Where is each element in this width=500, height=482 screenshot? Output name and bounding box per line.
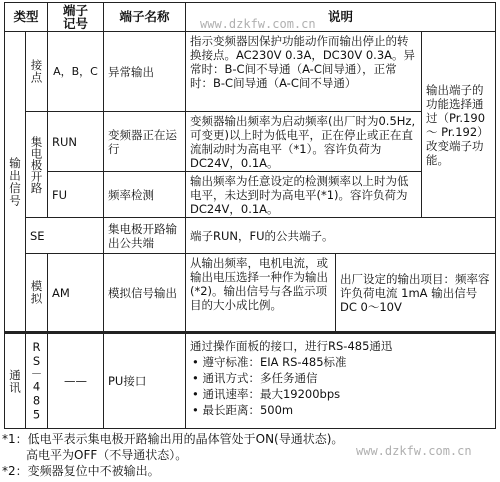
comm-description [186, 332, 496, 429]
communication-label: 通讯 [8, 368, 22, 394]
list-item: • 通讯方式：多任务通信 [192, 370, 491, 386]
watermark-top: www.dzkfw.com.cn [200, 17, 316, 31]
rs485-label: RS－485 [29, 340, 44, 422]
se-code: SE [26, 218, 104, 254]
contact-group-label: 接点 [29, 59, 44, 84]
run-name: 变频器正在运行 [104, 112, 186, 172]
footnote-1: *1：低电平表示集电极开路输出用的晶体管处于ON(导通状态)。 [2, 432, 344, 446]
comm-intro: 通过操作面板的接口，进行RS-485通迅 [190, 339, 393, 353]
fu-name: 频率检测 [104, 172, 186, 218]
am-description: 从输出频率，电机电流，或输出电压选择一种作为输出(*2)。输出信号与各监示项目的大小成比例。 [186, 254, 336, 332]
type-communication [4, 332, 26, 429]
terminal-spec-table [4, 2, 496, 429]
pu-interface: PU接口 [104, 332, 186, 429]
am-name: 模拟信号输出 [104, 254, 186, 332]
group-contact [26, 32, 48, 112]
type-output-signal [4, 32, 26, 332]
contact-name: 异常输出 [104, 32, 186, 112]
run-description: 变频器输出频率为启动频率(出厂时为0.5Hz,可变更)以上时为低电平，正在停止或正在直流制动时为高电平（*1）。容许负荷为DC24V，0.1A。 [186, 112, 422, 172]
watermark-bottom: www.dzkfw.com.cn [356, 444, 472, 458]
comm-spec-list [190, 354, 491, 418]
run-code: RUN [48, 112, 104, 172]
fu-code: FU [48, 172, 104, 218]
list-item: • 通讯速率：最大19200bps [192, 386, 491, 402]
list-item: • 最长距离：500m [192, 402, 491, 418]
header-type: 类型 [4, 2, 48, 32]
header-description: 说明 [186, 2, 496, 32]
header-terminal-code: 端子 记号 [48, 2, 104, 32]
am-code: AM [48, 254, 104, 332]
function-select-note: 输出端子的功能选择通过（Pr.190 ～ Pr.192）改变端子功能。 [422, 32, 496, 218]
am-factory-setting: 出厂设定的输出项目：频率容许负荷电流 1mA 输出信号 DC 0～10V [336, 254, 496, 332]
group-analog [26, 254, 48, 332]
rs485-code [26, 332, 48, 429]
footnote-2: *2：变频器复位中不被输出。 [2, 464, 160, 478]
header-terminal-name: 端子名称 [104, 2, 186, 32]
footnotes [2, 431, 343, 479]
group-open-collector [26, 112, 48, 218]
se-description: 端子RUN，FU的公共端子。 [186, 218, 496, 254]
list-item: • 遵守标准：EIA RS-485标准 [192, 354, 491, 370]
contact-description: 指示变频器因保护功能动作而输出停止的转换接点。AC230V 0.3A，DC30V 0.3A。异常时：B-C间不导通（A-C间导通），正常时：B-C间导通（A-C间不导通） [186, 32, 422, 112]
comm-dash: —— [48, 332, 104, 429]
analog-group-label: 模拟 [29, 280, 44, 305]
footnote-1-cont: 高电平为OFF（不导通状态）。 [26, 448, 188, 462]
se-name: 集电极开路输出公共端 [104, 218, 186, 254]
fu-description: 输出频率为任意设定的检测频率以上时为低电平，未达到时为高电平(*1)。容许负荷为DC24V，0.1A。 [186, 172, 422, 218]
output-signal-label: 输出信号 [8, 156, 22, 207]
contact-code: A，B，C [48, 32, 104, 112]
open-collector-group-label: 集电极开路 [29, 135, 44, 194]
